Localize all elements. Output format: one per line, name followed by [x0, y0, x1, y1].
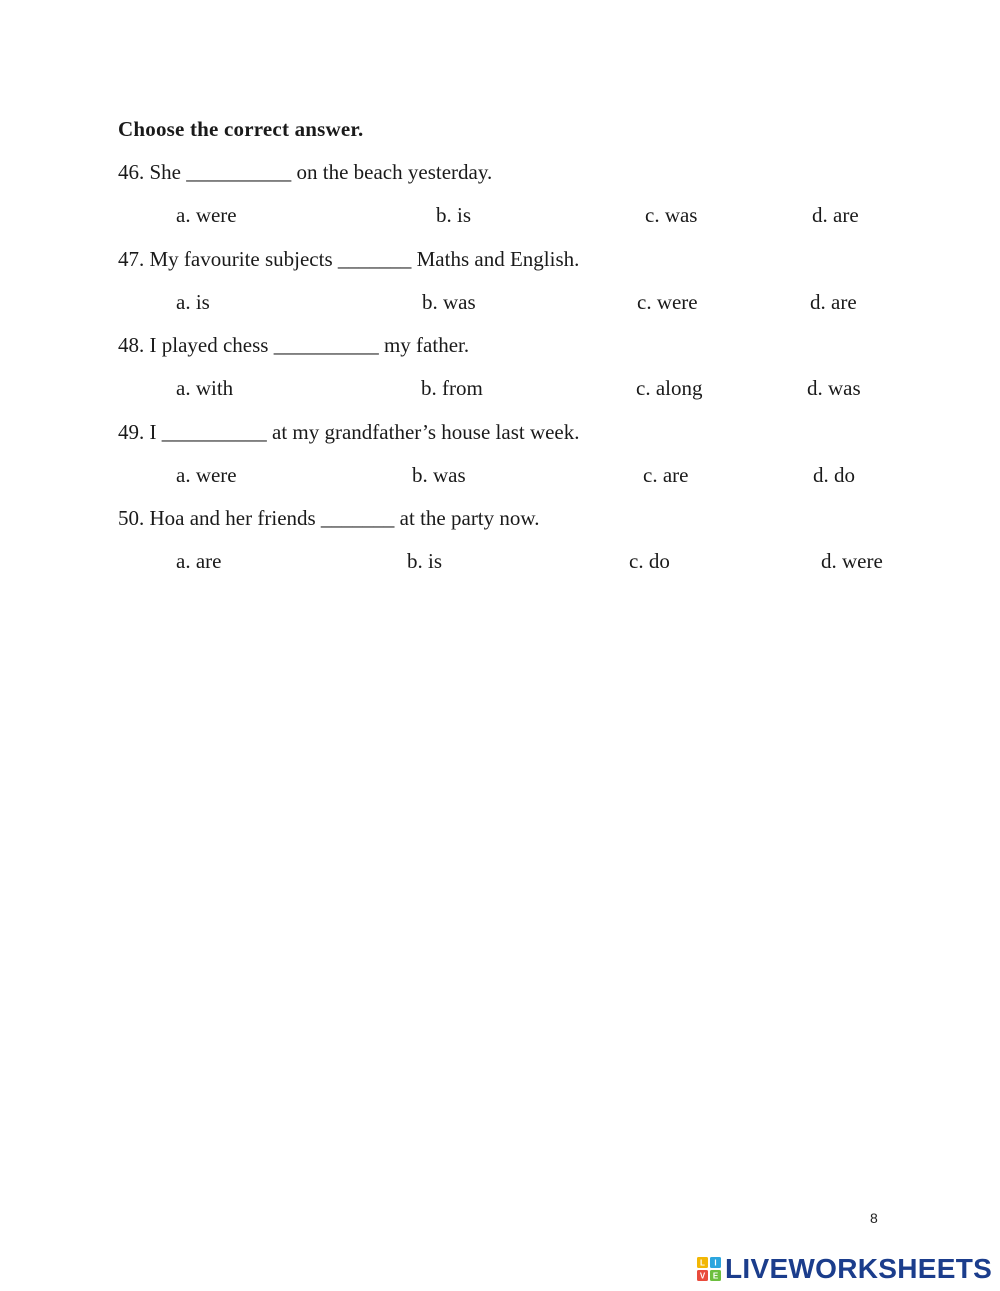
q49-option-b[interactable]: b. was [412, 463, 466, 487]
q50-option-b[interactable]: b. is [407, 549, 443, 573]
instruction-heading: Choose the correct answer. [118, 117, 364, 141]
q49-option-d[interactable]: d. do [813, 463, 855, 487]
question-48: 48. I played chess __________ my father. [118, 333, 470, 357]
q47-option-b[interactable]: b. was [422, 290, 476, 314]
q48-option-c[interactable]: c. along [636, 376, 703, 400]
question-49: 49. I __________ at my grandfather’s house last week. [118, 420, 580, 444]
q47-option-d[interactable]: d. are [810, 290, 857, 314]
q48-option-a[interactable]: a. with [176, 376, 234, 400]
q47-option-c[interactable]: c. were [637, 290, 698, 314]
svg-text:V: V [699, 1271, 706, 1281]
q47-option-a[interactable]: a. is [176, 290, 210, 314]
liveworksheets-icon [697, 1257, 721, 1281]
q50-option-a[interactable]: a. are [176, 549, 222, 573]
svg-text:L: L [700, 1258, 705, 1268]
q46-option-a[interactable]: a. were [176, 203, 237, 227]
q46-option-d[interactable]: d. are [812, 203, 859, 227]
q46-option-b[interactable]: b. is [436, 203, 472, 227]
q48-option-d[interactable]: d. was [807, 376, 861, 400]
q46-option-c[interactable]: c. was [645, 203, 698, 227]
page-number: 8 [870, 1210, 878, 1226]
q50-option-c[interactable]: c. do [629, 549, 670, 573]
q49-option-a[interactable]: a. were [176, 463, 237, 487]
q49-option-c[interactable]: c. are [643, 463, 689, 487]
question-50: 50. Hoa and her friends _______ at the party now. [118, 506, 540, 530]
svg-text:I: I [714, 1258, 717, 1268]
q50-option-d[interactable]: d. were [821, 549, 883, 573]
svg-text:E: E [712, 1271, 719, 1281]
question-46: 46. She __________ on the beach yesterday. [118, 160, 493, 184]
question-47: 47. My favourite subjects _______ Maths and English. [118, 247, 580, 271]
q48-option-b[interactable]: b. from [421, 376, 483, 400]
liveworksheets-logo[interactable] [697, 1255, 992, 1283]
brand-name: LIVEWORKSHEETS [725, 1253, 993, 1284]
